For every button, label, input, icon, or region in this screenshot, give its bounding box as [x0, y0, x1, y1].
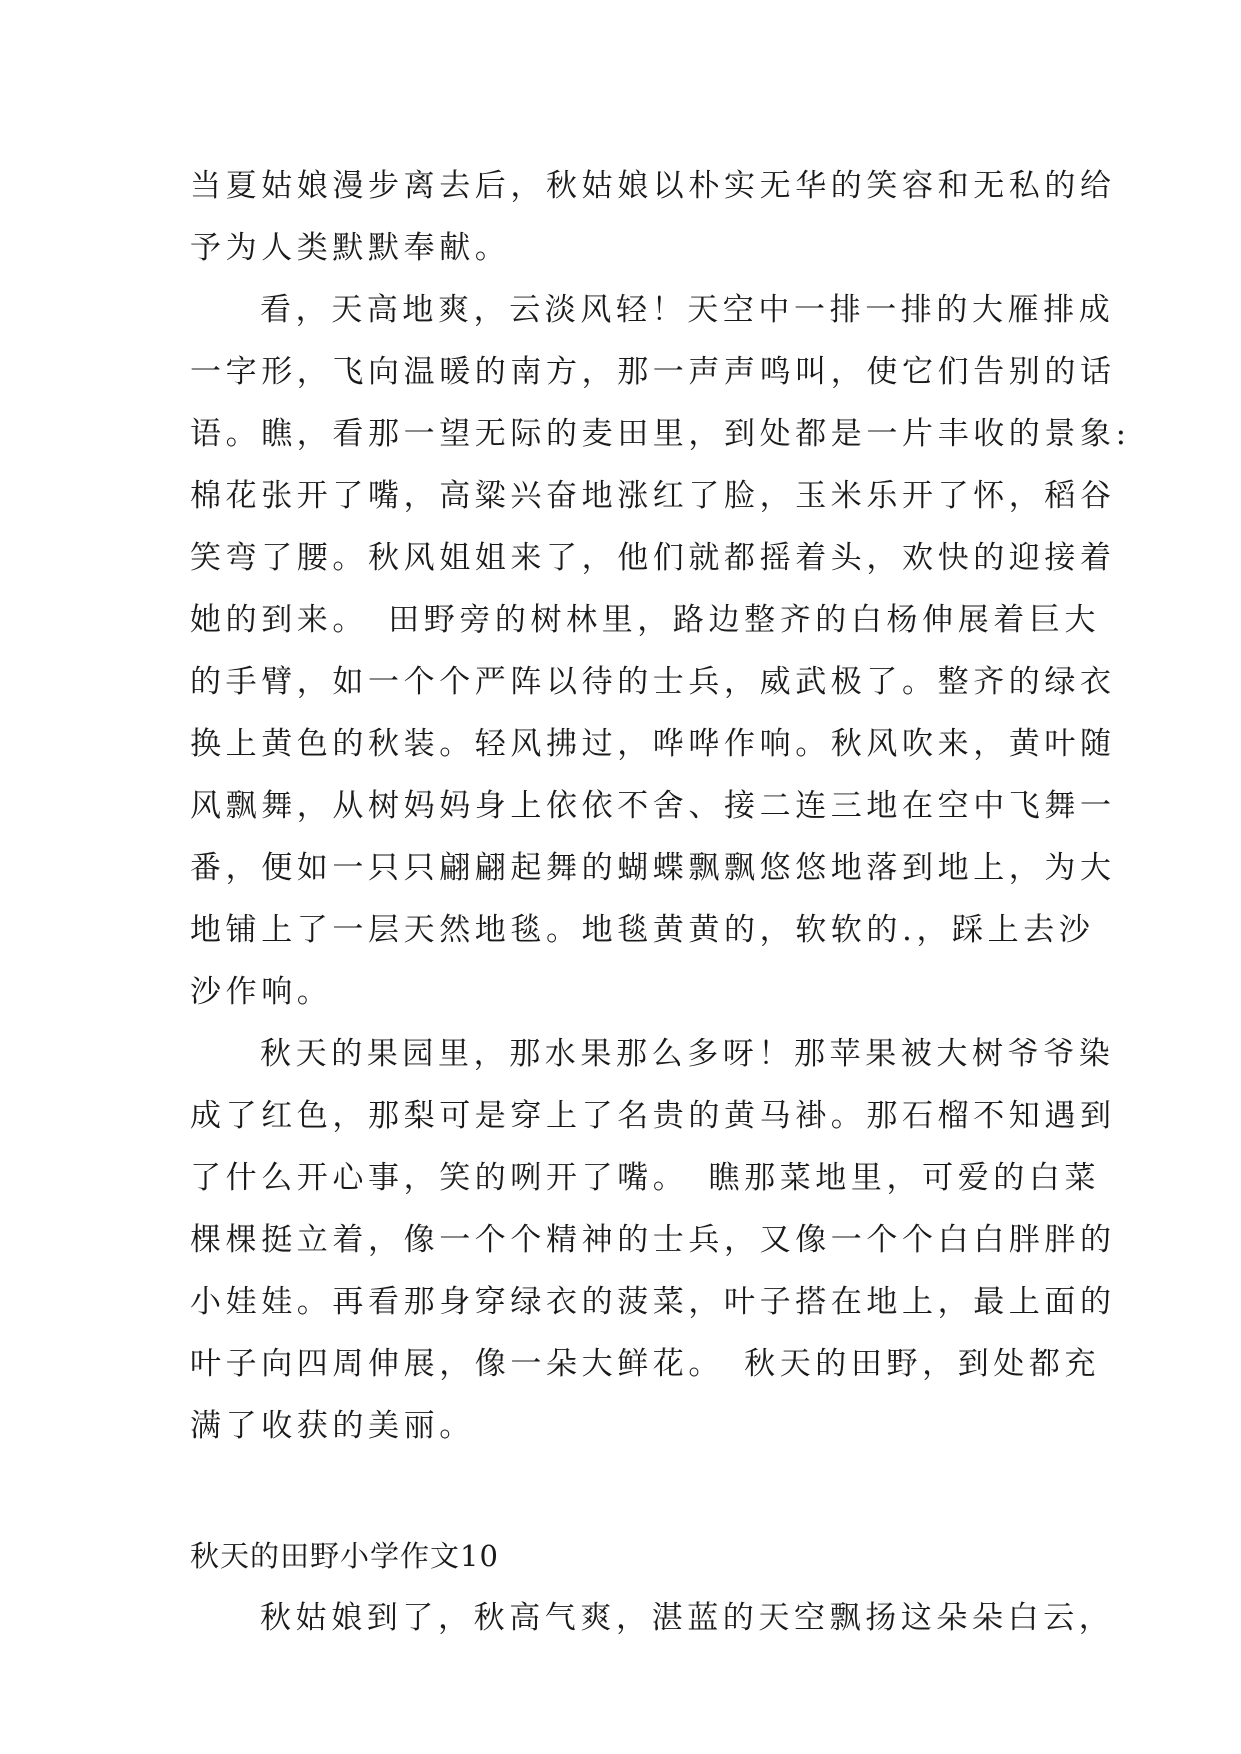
document-page [190, 155, 1131, 1649]
text-line: 风飘舞，从树妈妈身上依依不舍、接二连三地在空中飞舞一 [190, 788, 1116, 824]
text-line: 成了红色，那梨可是穿上了名贵的黄马褂。那石榴不知遇到 [190, 1098, 1116, 1134]
text-line: 秋姑娘到了，秋高气爽，湛蓝的天空飘扬这朵朵白云， [260, 1600, 1115, 1636]
text-line: 沙作响。 [190, 974, 333, 1010]
paragraph-2 [190, 279, 1131, 1023]
paragraph-4 [190, 1587, 1115, 1649]
text-line: 棉花张开了嘴，高粱兴奋地涨红了脸，玉米乐开了怀，稻谷 [190, 478, 1116, 514]
text-line: 笑弯了腰。秋风姐姐来了，他们就都摇着头，欢快的迎接着 [190, 540, 1116, 576]
text-line: 番，便如一只只翩翩起舞的蝴蝶飘飘悠悠地落到地上，为大 [190, 850, 1116, 886]
paragraph-1 [190, 155, 1116, 279]
text-line: 地铺上了一层天然地毯。地毯黄黄的，软软的.，踩上去沙 [190, 912, 1095, 948]
text-line: 一字形，飞向温暖的南方，那一声声鸣叫，使它们告别的话 [190, 354, 1116, 390]
text-line: 的手臂，如一个个严阵以待的士兵，威武极了。整齐的绿衣 [190, 664, 1116, 700]
text-line: 小娃娃。再看那身穿绿衣的菠菜，叶子搭在地上，最上面的 [190, 1284, 1116, 1320]
text-line: 满了收获的美丽。 [190, 1408, 475, 1444]
paragraph-3 [190, 1023, 1116, 1457]
section-title: 秋天的田野小学作文10 [190, 1539, 499, 1573]
text-line: 叶子向四周伸展，像一朵大鲜花。 秋天的田野，到处都充 [190, 1346, 1101, 1382]
text-line: 语。瞧，看那一望无际的麦田里，到处都是一片丰收的景象: [190, 416, 1131, 452]
text-line: 了什么开心事，笑的咧开了嘴。 瞧那菜地里，可爱的白菜 [190, 1160, 1101, 1196]
text-line: 她的到来。 田野旁的树林里，路边整齐的白杨伸展着巨大 [190, 602, 1101, 638]
text-line: 予为人类默默奉献。 [190, 230, 511, 266]
text-line: 秋天的果园里，那水果那么多呀！那苹果被大树爷爷染 [260, 1036, 1115, 1072]
text-line: 棵棵挺立着，像一个个精神的士兵，又像一个个白白胖胖的 [190, 1222, 1116, 1258]
text-line: 换上黄色的秋装。轻风拂过，哗哗作响。秋风吹来，黄叶随 [190, 726, 1116, 762]
text-line: 看，天高地爽，云淡风轻！天空中一排一排的大雁排成 [260, 292, 1115, 328]
text-line: 当夏姑娘漫步离去后，秋姑娘以朴实无华的笑容和无私的给 [190, 168, 1116, 204]
